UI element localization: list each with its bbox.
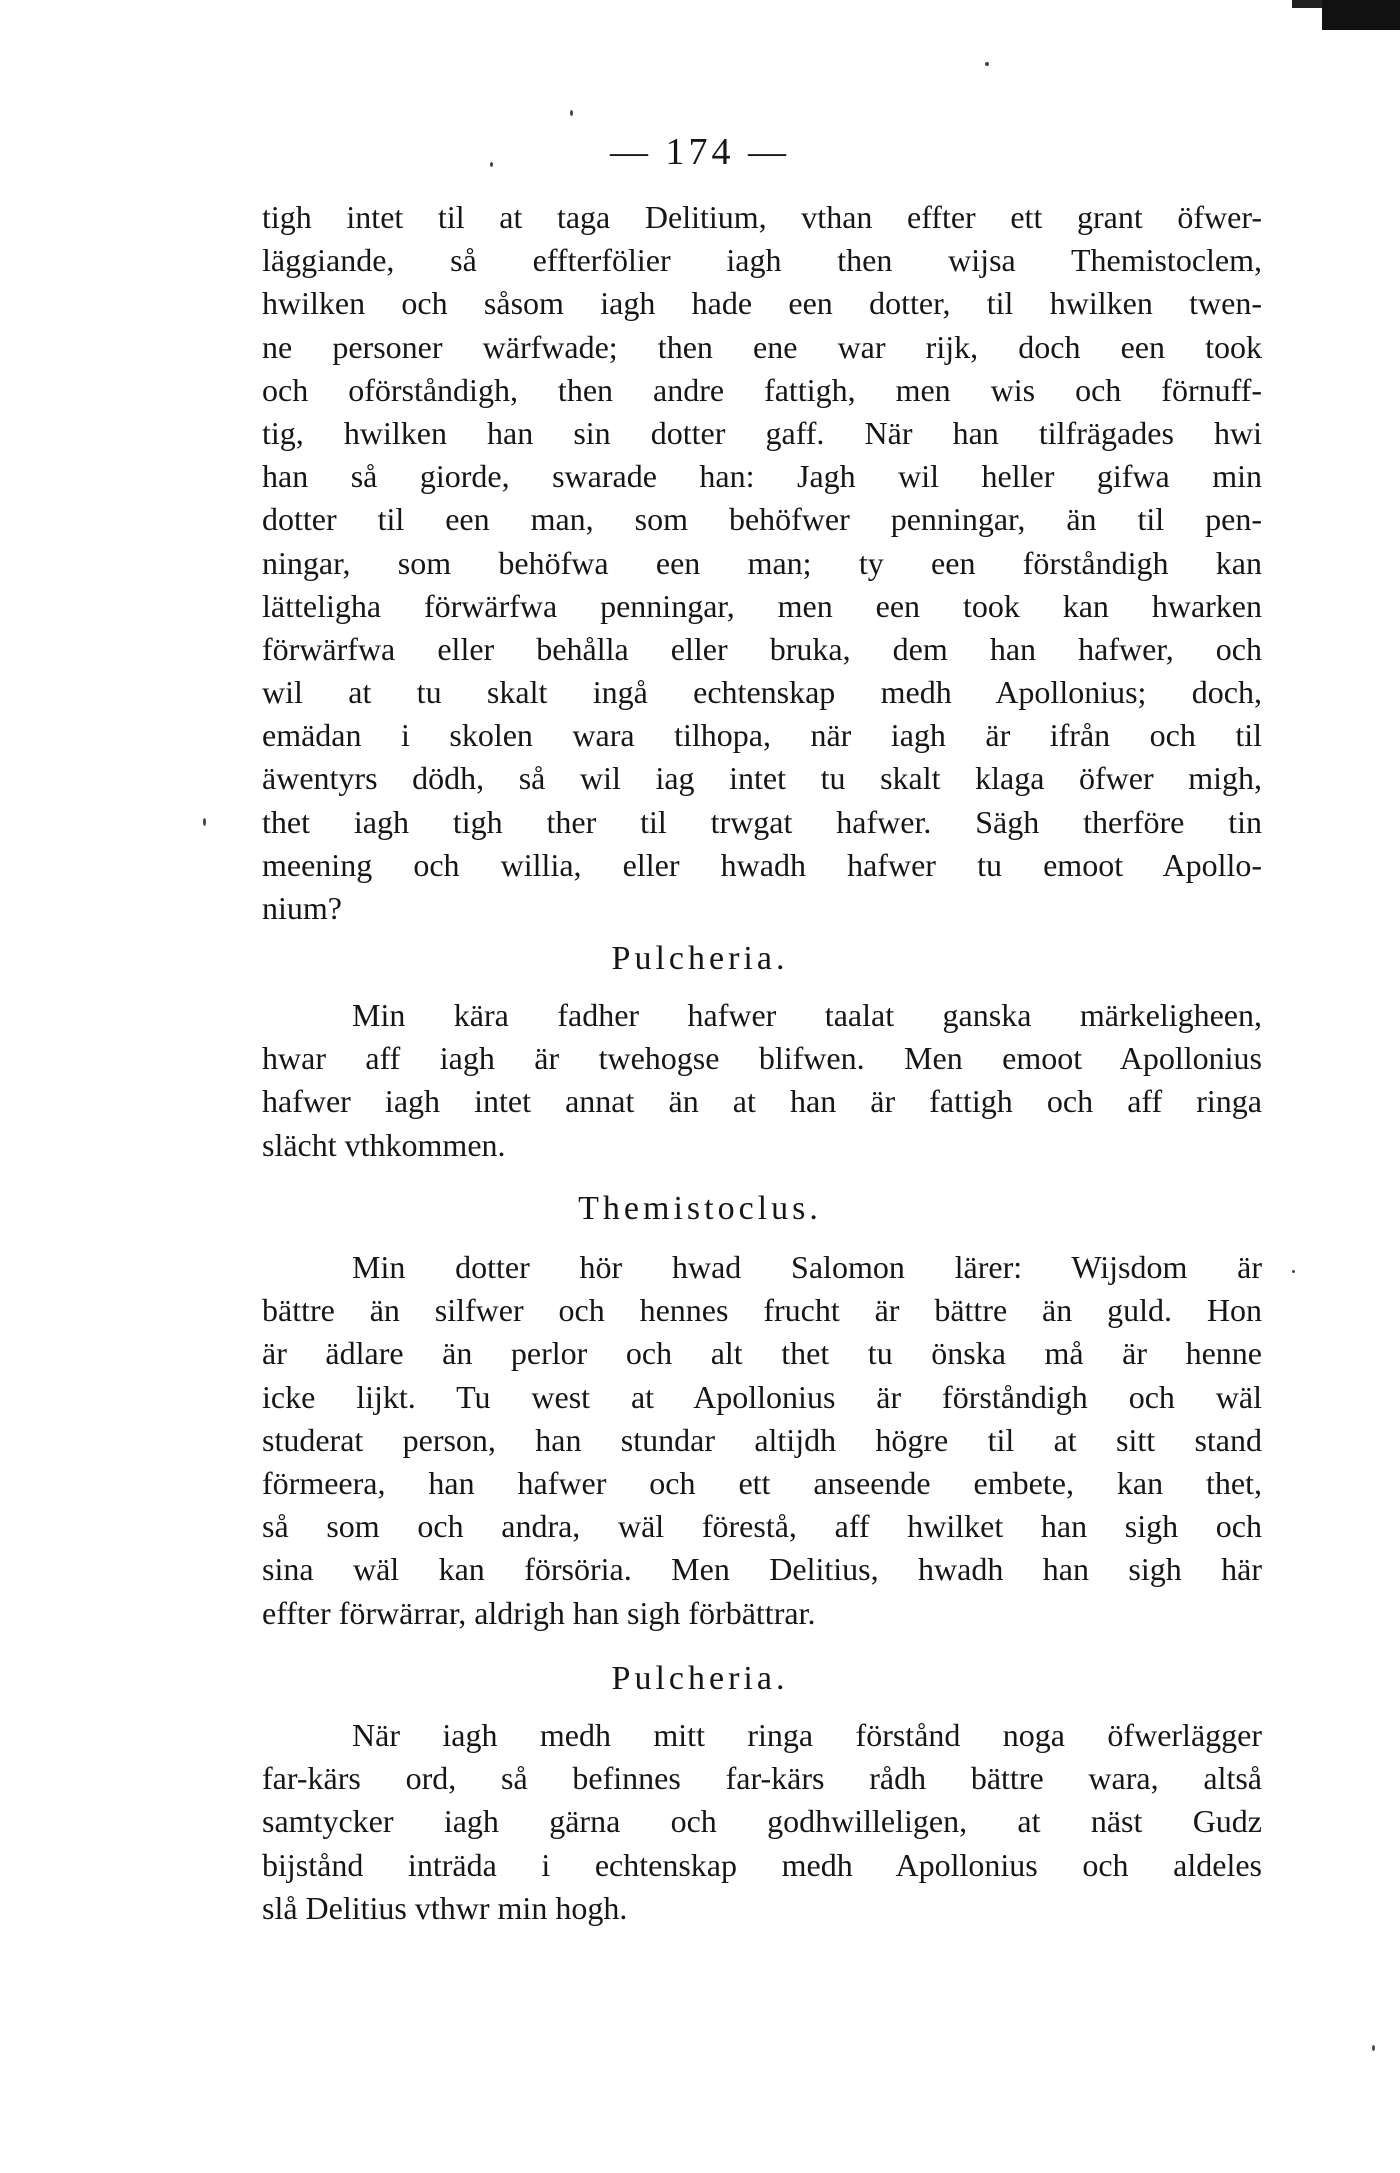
text-line: läggiande, så effterfölier iagh then wijsa Themistoclem, [262,242,1262,279]
ink-speck [1292,1270,1295,1273]
text-line: lätteligha förwärfwa penningar, men een took kan hwarken [262,587,1262,624]
text-line: Min kära fadher hafwer taalat ganska märkeligheen, [352,997,1262,1033]
text-line: slächt vthkommen. [262,1126,506,1163]
text-line: och oförståndigh, then andre fattigh, men wis och förnuff- [262,371,1262,408]
paragraph-3 [262,1246,1262,1635]
speaker-heading: Themistoclus. [578,1190,822,1227]
text-line: effter förwärrar, aldrigh han sigh förbättrar. [262,1594,816,1631]
text-line: tig, hwilken han sin dotter gaff. När han tilfrägades hwi [262,414,1262,451]
text-line: thet iagh tigh ther til trwgat hafwer. Sägh therföre tin [262,803,1262,840]
text-line: När iagh medh mitt ringa förstånd noga öfwerlägger [352,1717,1262,1753]
ink-speck [1372,2045,1375,2051]
text-line: Min dotter hör hwad Salomon lärer: Wijsdom är [352,1249,1262,1285]
text-line: dotter til een man, som behöfwer penningar, än til pen- [262,501,1262,538]
ink-speck [570,110,573,116]
text-line: meening och willia, eller hwadh hafwer tu emoot Apollo- [262,846,1262,883]
paragraph-1 [262,196,1262,930]
page-number: — 174 — [610,131,790,173]
text-line: förwärfwa eller behålla eller bruka, dem han hafwer, och [262,630,1262,667]
speaker-heading: Pulcheria. [611,1660,789,1697]
text-line: icke lijkt. Tu west at Apollonius är förståndigh och wäl [262,1378,1262,1415]
text-line: slå Delitius vthwr min hogh. [262,1889,628,1926]
text-line: far-kärs ord, så befinnes far-kärs rådh bättre wara, altså [262,1760,1262,1797]
text-line: han så giorde, swarade han: Jagh wil heller gifwa min [262,458,1262,495]
text-line: så som och andra, wäl förestå, aff hwilket han sigh och [262,1508,1262,1545]
ink-speck [985,62,989,66]
speaker-heading: Pulcheria. [611,940,789,977]
text-line: nium? [262,890,342,926]
text-line: ningar, som behöfwa een man; ty een förståndigh kan [262,544,1262,581]
text-line: samtycker iagh gärna och godhwilleligen, at näst Gudz [262,1803,1262,1840]
text-line: wil at tu skalt ingå echtenskap medh Apollonius; doch, [262,674,1262,711]
text-line: förmeera, han hafwer och ett anseende embete, kan thet, [262,1464,1262,1501]
text-line: hwar aff iagh är twehogse blifwen. Men emoot Apollonius [262,1040,1262,1077]
scan-corner-mark [1322,0,1400,30]
text-line: sina wäl kan försöria. Men Delitius, hwadh han sigh här [262,1551,1262,1588]
text-line: studerat person, han stundar altijdh högre til at sitt stand [262,1421,1262,1458]
text-line: hwilken och såsom iagh hade een dotter, til hwilken twen- [262,285,1262,322]
paragraph-4 [262,1714,1262,1930]
text-line: tigh intet til at taga Delitium, vthan effter ett grant öfwer- [262,199,1262,235]
text-line: ne personer wärfwade; then ene war rijk, doch een took [262,328,1262,365]
text-line: är ädlare än perlor och alt thet tu önska må är henne [262,1335,1262,1372]
text-line: bättre än silfwer och hennes frucht är bättre än guld. Hon [262,1292,1262,1329]
text-line: emädan i skolen wara tilhopa, när iagh är ifrån och til [262,717,1262,754]
paragraph-2 [262,994,1262,1167]
text-line: äwentyrs dödh, så wil iag intet tu skalt klaga öfwer migh, [262,760,1262,797]
text-line: hafwer iagh intet annat än at han är fattigh och aff ringa [262,1083,1262,1120]
text-line: bijstånd inträda i echtenskap medh Apollonius och aldeles [262,1846,1262,1883]
ink-speck [203,818,206,826]
